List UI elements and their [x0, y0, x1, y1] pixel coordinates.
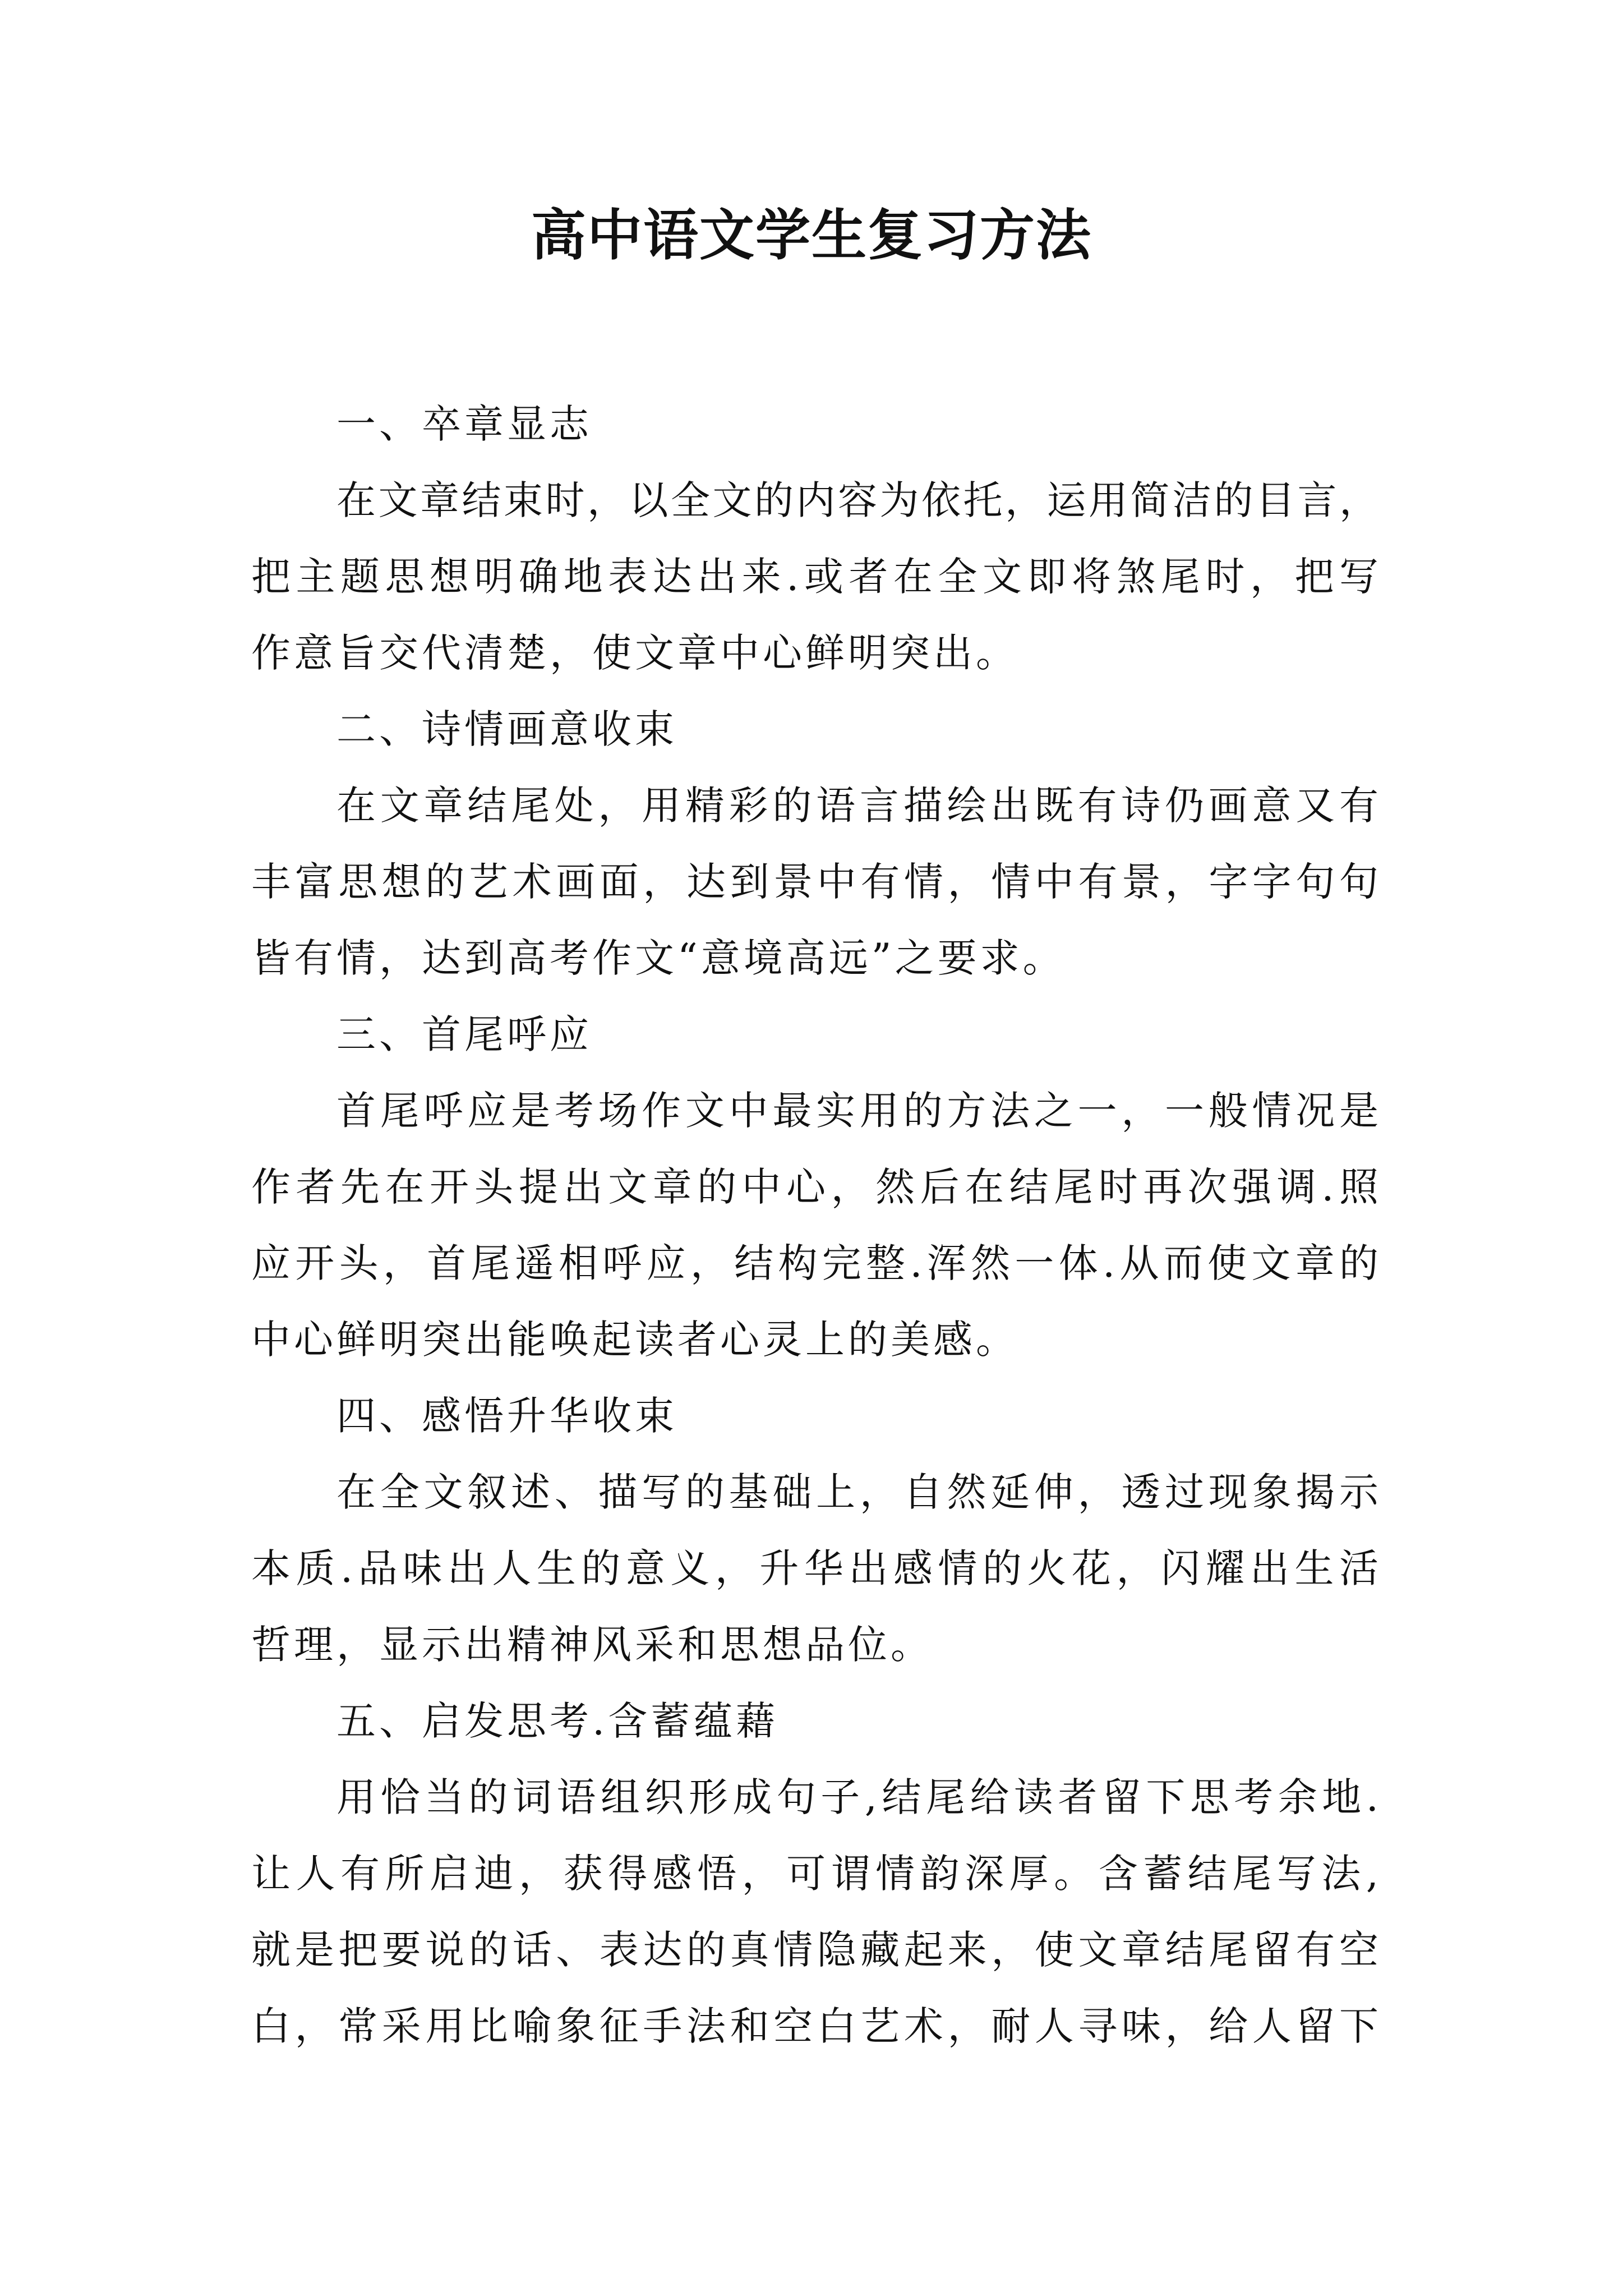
section-paragraph-3	[251, 1073, 1378, 1378]
paragraph-line: 哲理，显示出精神风采和思想品位。	[251, 1622, 933, 1668]
section-heading-1: 一、卒章显志	[336, 401, 592, 447]
document-body	[251, 386, 1378, 2064]
section-heading-4: 四、感悟升华收束	[336, 1393, 677, 1439]
paragraph-line: 皆有情，达到高考作文“意境高远”之要求。	[251, 935, 1066, 981]
section-heading-3: 三、首尾呼应	[336, 1011, 592, 1057]
section-heading-2: 二、诗情画意收束	[336, 706, 677, 752]
paragraph-line: 在文章结尾处，用精彩的语言描绘出既有诗仍画意又有	[336, 783, 1378, 829]
paragraph-line: 让人有所启迪，获得感悟，可谓情韵深厚。含蓄结尾写法,	[251, 1851, 1378, 1897]
section-paragraph-4	[251, 1454, 1378, 1683]
document-title: 高中语文学生复习方法	[531, 203, 1092, 268]
paragraph-line: 就是把要说的话、表达的真情隐藏起来，使文章结尾留有空	[251, 1927, 1378, 1973]
paragraph-line: 白，常采用比喻象征手法和空白艺术，耐人寻味，给人留下	[251, 2003, 1378, 2049]
paragraph-line: 首尾呼应是考场作文中最实用的方法之一，一般情况是	[336, 1088, 1378, 1134]
paragraph-line: 丰富思想的艺术画面，达到景中有情，情中有景，字字句句	[251, 859, 1378, 905]
section-paragraph-5	[251, 1759, 1378, 2064]
paragraph-line: 中心鲜明突出能唤起读者心灵上的美感。	[251, 1317, 1018, 1363]
paragraph-line: 作意旨交代清楚，使文章中心鲜明突出。	[251, 630, 1018, 676]
paragraph-line: 在文章结束时，以全文的内容为依托，运用简洁的目言，	[336, 477, 1378, 523]
section-paragraph-2	[251, 767, 1378, 996]
section-heading-5: 五、启发思考.含蓄蕴藉	[336, 1698, 779, 1744]
section-paragraph-1	[251, 462, 1378, 691]
paragraph-line: 作者先在开头提出文章的中心，然后在结尾时再次强调.照	[251, 1164, 1378, 1210]
paragraph-line: 应开头，首尾遥相呼应，结构完整.浑然一体.从而使文章的	[251, 1240, 1378, 1286]
paragraph-line: 用恰当的词语组织形成句子,结尾给读者留下思考余地.	[336, 1774, 1378, 1820]
paragraph-line: 本质.品味出人生的意义，升华出感情的火花，闪耀出生活	[251, 1545, 1378, 1591]
paragraph-line: 把主题思想明确地表达出来.或者在全文即将煞尾时，把写	[251, 554, 1378, 600]
paragraph-line: 在全文叙述、描写的基础上，自然延伸，透过现象揭示	[336, 1469, 1378, 1515]
